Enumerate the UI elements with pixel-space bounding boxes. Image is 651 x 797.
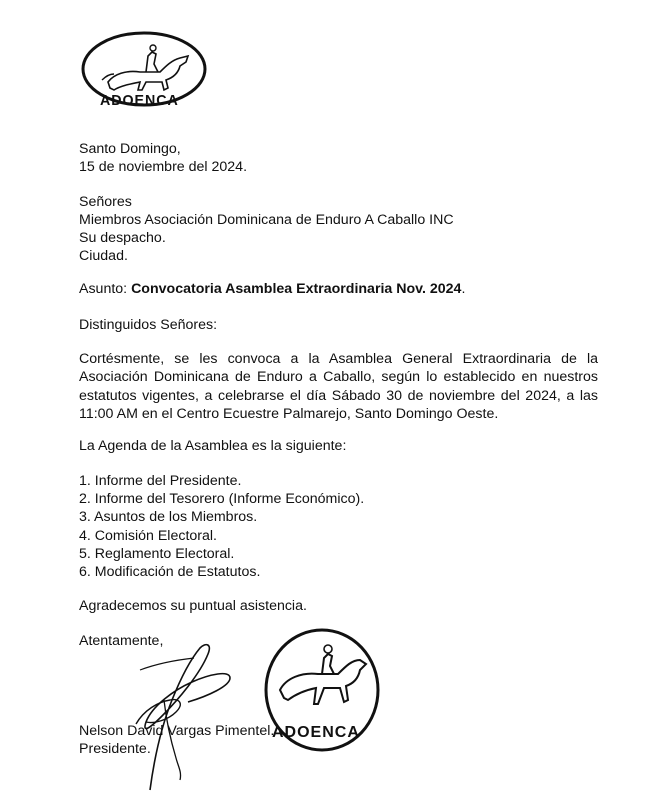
recipient-line-1: Señores (79, 194, 132, 210)
agenda-item: 1. Informe del Presidente. (79, 473, 242, 489)
recipient-line-3: Su despacho. (79, 230, 166, 246)
signer-name: Nelson David Vargas Pimentel. (79, 723, 275, 739)
signer-title: Presidente. (79, 741, 151, 757)
logo-text: ADOENCA (100, 92, 179, 109)
subject-text: Convocatoria Asamblea Extraordinaria Nov. 2024 (131, 281, 462, 297)
agenda-list (79, 472, 364, 581)
subject-label: Asunto: (79, 281, 132, 297)
handwritten-signature (80, 630, 250, 795)
agenda-item: 3. Asuntos de los Miembros. (79, 509, 258, 526)
thanks: Agradecemos su puntual asistencia. (79, 598, 307, 614)
agenda-item: 2. Informe del Tesorero (Informe Económico). (79, 491, 365, 508)
recipient-line-4: Ciudad. (79, 248, 128, 264)
date: 15 de noviembre del 2024. (79, 159, 248, 175)
subject-end: . (461, 281, 466, 297)
closing: Atentamente, (79, 633, 164, 649)
seal-text: ADOENCA (272, 724, 360, 741)
agenda-item: 5. Reglamento Electoral. (79, 545, 235, 562)
agenda-intro: La Agenda de la Asamblea es la siguiente: (79, 438, 347, 454)
agenda-item: 6. Modificación de Estatutos. (79, 563, 261, 580)
agenda-item: 4. Comisión Electoral. (79, 527, 217, 544)
subject-line (79, 280, 465, 298)
salutation: Distinguidos Señores: (79, 317, 218, 333)
recipient-line-2: Miembros Asociación Dominicana de Enduro A Caballo INC (79, 212, 454, 228)
body-paragraph: Cortésmente, se les convoca a la Asamblea General Extraordinaria de la Asociación Dominicana de Enduro a Caballo, según lo establecido en nuestros estatutos vigentes, a celebrarse el día Sábado 30 de noviembre del 2024, a las 11:00 AM en el Centro Ecuestre Palmarejo, Santo Domingo Oeste. (79, 351, 598, 422)
place: Santo Domingo, (79, 141, 181, 157)
